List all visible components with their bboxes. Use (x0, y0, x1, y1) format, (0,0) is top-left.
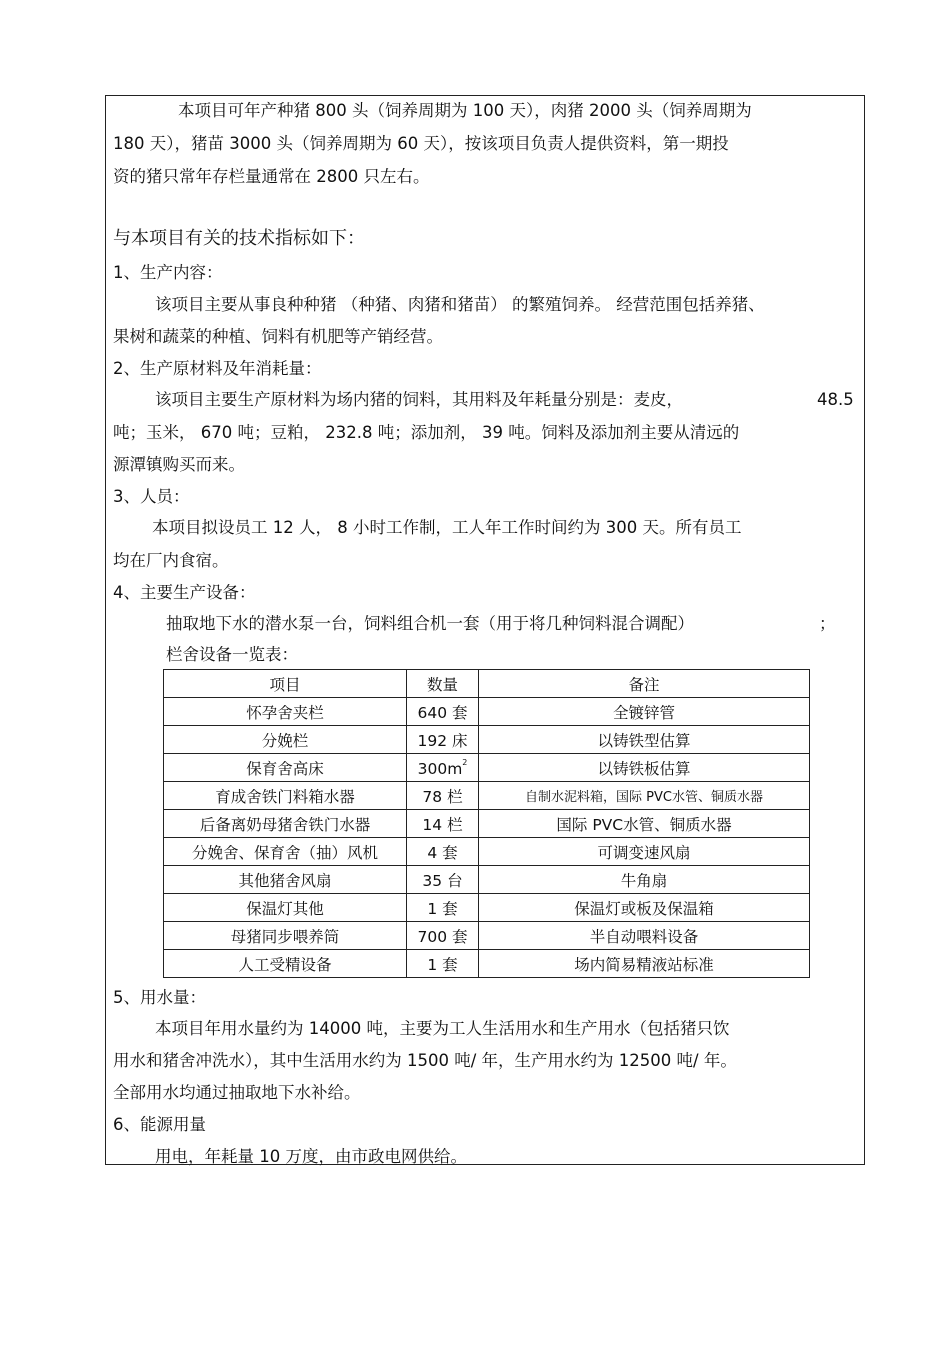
intro-line-3: 资的猪只常年存栏量通常在 2800 只左右。 (113, 167, 430, 186)
section-3-line-1: 本项目拟设员工 12 人， 8 小时工作制，工人年工作时间约为 300 天。所有员工 (152, 518, 742, 537)
table-row (164, 810, 810, 838)
table-header-row (164, 670, 810, 698)
cell-quantity: 1 套 (407, 950, 479, 978)
section-4-line-2: 栏舍设备一览表： (166, 645, 298, 664)
section-3-line-2: 均在厂内食宿。 (113, 551, 229, 570)
cell-note: 全镀锌管 (479, 698, 810, 726)
section-2-line-3: 源潭镇购买而来。 (113, 455, 245, 474)
cell-quantity (407, 754, 479, 782)
section-1-line-1: 该项目主要从事良种种猪 （种猪、肉猪和猪苗） 的繁殖饲养。 经营范围包括养猪、 (155, 295, 765, 314)
intro-line-1: 本项目可年产种猪 800 头（饲养周期为 100 天），肉猪 2000 头（饲养周期为 (178, 101, 752, 120)
cell-item: 其他猪舍风扇 (164, 866, 407, 894)
cell-item: 分娩舍、保育舍（抽）风机 (164, 838, 407, 866)
cell-note: 半自动喂料设备 (479, 922, 810, 950)
table-row (164, 782, 810, 810)
cell-item: 育成舍铁门料箱水器 (164, 782, 407, 810)
section-2-line-1: 该项目主要生产原材料为场内猪的饲料，其用料及年耗量分别是：麦皮， (155, 390, 683, 409)
header-note: 备注 (479, 670, 810, 698)
cell-quantity: 640 套 (407, 698, 479, 726)
cell-item: 后备离奶母猪舍铁门水器 (164, 810, 407, 838)
tech-indicators-heading: 与本项目有关的技术指标如下： (113, 228, 365, 249)
table-row (164, 866, 810, 894)
section-1-title: 1、生产内容： (113, 263, 223, 282)
section-5-line-1: 本项目年用水量约为 14000 吨，主要为工人生活用水和生产用水（包括猪只饮 (155, 1019, 730, 1038)
intro-line-2: 180 天），猪苗 3000 头（饲养周期为 60 天），按该项目负责人提供资料，第一期投 (113, 134, 729, 153)
cell-quantity: 1 套 (407, 894, 479, 922)
cell-item: 母猪同步喂养筒 (164, 922, 407, 950)
cell-note: 场内简易精液站标准 (479, 950, 810, 978)
cell-quantity: 78 栏 (407, 782, 479, 810)
equipment-table (163, 669, 810, 978)
table-row (164, 922, 810, 950)
cell-item: 人工受精设备 (164, 950, 407, 978)
cell-item: 保育舍高床 (164, 754, 407, 782)
section-5-title: 5、用水量： (113, 988, 206, 1007)
cell-note: 可调变速风扇 (479, 838, 810, 866)
section-2-line-1-value: 48.5 (817, 390, 854, 409)
cell-note: 以铸铁板估算 (479, 754, 810, 782)
table-row (164, 698, 810, 726)
section-3-title: 3、人员： (113, 487, 190, 506)
table-row (164, 950, 810, 978)
section-6-title: 6、能源用量 (113, 1115, 206, 1134)
cell-item: 怀孕舍夹栏 (164, 698, 407, 726)
table-row (164, 754, 810, 782)
section-6-line-1: 用电，年耗量 10 万度，由市政电网供给。 (155, 1147, 467, 1166)
section-1-line-2: 果树和蔬菜的种植、饲料有机肥等产销经营。 (113, 327, 443, 346)
cell-quantity: 14 栏 (407, 810, 479, 838)
section-4-title: 4、主要生产设备： (113, 583, 256, 602)
section-5-line-3: 全部用水均通过抽取地下水补给。 (113, 1083, 361, 1102)
header-quantity: 数量 (407, 670, 479, 698)
cell-item: 分娩栏 (164, 726, 407, 754)
section-5-line-2: 用水和猪舍冲洗水），其中生活用水约为 1500 吨/ 年，生产用水约为 12500 吨/ 年。 (113, 1051, 737, 1070)
cell-quantity: 35 台 (407, 866, 479, 894)
table-row (164, 838, 810, 866)
cell-note: 自制水泥料箱，国际 PVC水管、铜质水器 (479, 782, 810, 810)
cell-quantity: 4 套 (407, 838, 479, 866)
unit-superscript: 2 (462, 757, 468, 767)
cell-quantity: 700 套 (407, 922, 479, 950)
cell-note: 国际 PVC水管、铜质水器 (479, 810, 810, 838)
header-item: 项目 (164, 670, 407, 698)
section-4-line-1-end: ； (819, 614, 836, 633)
table-row (164, 894, 810, 922)
section-2-title: 2、生产原材料及年消耗量： (113, 359, 322, 378)
cell-note: 牛角扇 (479, 866, 810, 894)
cell-item: 保温灯其他 (164, 894, 407, 922)
cell-note: 以铸铁型估算 (479, 726, 810, 754)
quantity-value: 300m (417, 759, 463, 778)
section-4-line-1: 抽取地下水的潜水泵一台，饲料组合机一套（用于将几种饲料混合调配） (166, 614, 694, 633)
section-2-line-2: 吨；玉米， 670 吨；豆粕， 232.8 吨；添加剂， 39 吨。饲料及添加剂主要从清远的 (113, 423, 740, 442)
cell-quantity: 192 床 (407, 726, 479, 754)
table-row (164, 726, 810, 754)
cell-note: 保温灯或板及保温箱 (479, 894, 810, 922)
